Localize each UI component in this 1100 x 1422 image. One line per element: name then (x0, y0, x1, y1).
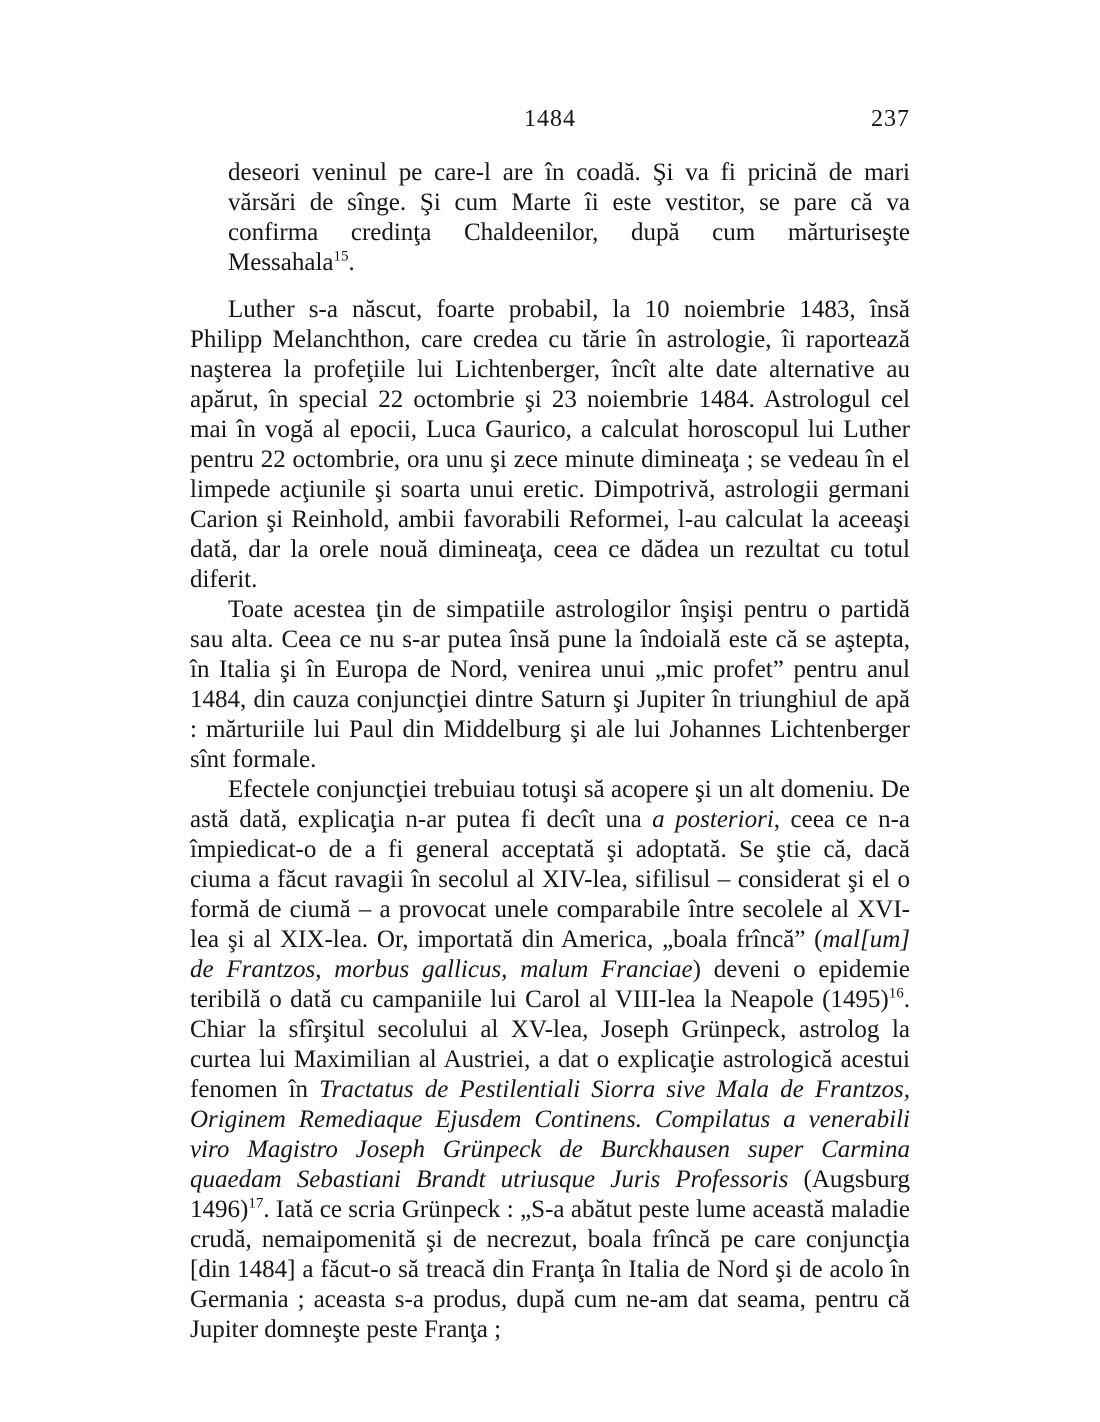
paragraph (190, 295, 910, 595)
text-segment: , ceea ce n-a împiedicat-o de a fi general acceptată şi adoptată. Se ştie că, dacă ciuma a făcut ravagii în secolul al XIV-lea, sifilisul – considerat şi el o formă de ciumă – a provocat unele comparabile între secolele al XVI-lea şi al XIX-lea. Or, importată din America, „boala frîncă” ( (190, 806, 910, 953)
block-quote (228, 158, 910, 278)
text-segment: . Chiar la sfîrşitul secolului al XV-lea, Joseph Grünpeck, astrolog la curtea lui Maximilian al Austriei, a dat o explicaţie astrologică acestui fenomen în (190, 986, 910, 1103)
text-segment: . (348, 249, 355, 276)
footnote-ref: 17 (248, 1195, 264, 1212)
text-segment: Toate acestea ţin de simpatiile astrologilor înşişi pentru o partidă sau alta. Ceea ce nu s-ar putea însă pune la îndoială este că se aştepta, în Italia şi în Europa de Nord, venirea unui „mic profet” pentru anul 1484, din cauza conjuncţiei dintre Saturn şi Jupiter în triunghiul de apă : mărturiile lui Paul din Middelburg şi ale lui Johannes Lichtenberger sînt formale. (190, 596, 910, 773)
text-segment: (Augsburg 1496) (190, 1166, 910, 1223)
text-block (190, 158, 910, 1345)
italic-text-segment: mal[um] de Frantzos, morbus gallicus, malum Franciae (190, 926, 910, 983)
footnote-ref: 15 (333, 248, 349, 265)
italic-text-segment: Tractatus de Pestilentiali Siorra sive Mala de Frantzos, Originem Remediaque Ejusdem Continens. Compilatus a venerabili viro Magistro Joseph Grünpeck de Burckhausen super Carmina quaedam Sebastiani Brandt utriusque Juris Professoris (190, 1076, 911, 1193)
text-segment: Efectele conjuncţiei trebuiau totuşi să acopere şi un alt domeniu. De astă dată, explicaţia n-ar putea fi decît una (190, 776, 910, 833)
paragraph (190, 595, 910, 775)
text-segment: ) deveni o epidemie teribilă o dată cu campaniile lui Carol al VIII-lea la Neapole (1495) (190, 956, 910, 1013)
footnote-ref: 16 (888, 985, 904, 1002)
text-segment: . Iată ce scria Grünpeck : „S-a abătut peste lume această maladie crudă, nemaipomenită şi de necrezut, boala frîncă pe care conjuncţia [din 1484] a făcut-o să treacă din Franţa în Italia de Nord şi de acolo în Germania ; aceasta s-a produs, după cum ne-am dat seama, pentru că Jupiter domneşte peste Franţa ; (190, 1196, 910, 1343)
text-segment: deseori veninul pe care-l are în coadă. Şi va fi pricină de mari vărsări de sînge. Şi cum Marte îi este vestitor, se pare că va confirma credinţa Chaldeenilor, după cum mărturiseşte Messahala (228, 159, 910, 276)
body-paragraphs (190, 295, 910, 1345)
italic-text-segment: a posteriori (652, 806, 774, 833)
paragraph (190, 775, 910, 1345)
text-segment: Luther s-a născut, foarte probabil, la 10 noiembrie 1483, însă Philipp Melanchthon, care credea cu tărie în astrologie, îi raportează naşterea la profeţiile lui Lichtenberger, încît alte date alternative au apărut, în special 22 octombrie şi 23 noiembrie 1484. Astrologul cel mai în vogă al epocii, Luca Gaurico, a calculat horoscopul lui Luther pentru 22 octombrie, ora unu şi zece minute dimineaţa ; se vedeau în el limpede acţiunile şi soarta unui eretic. Dimpotrivă, astrologii germani Carion şi Reinhold, ambii favorabili Reformei, l-au calculat la aceeaşi dată, dar la orele nouă dimineaţa, ceea ce dădea un rezultat cu totul diferit. (190, 296, 910, 593)
page-number: 237 (871, 106, 910, 132)
running-title: 1484 (524, 106, 576, 132)
page-header (190, 106, 910, 136)
